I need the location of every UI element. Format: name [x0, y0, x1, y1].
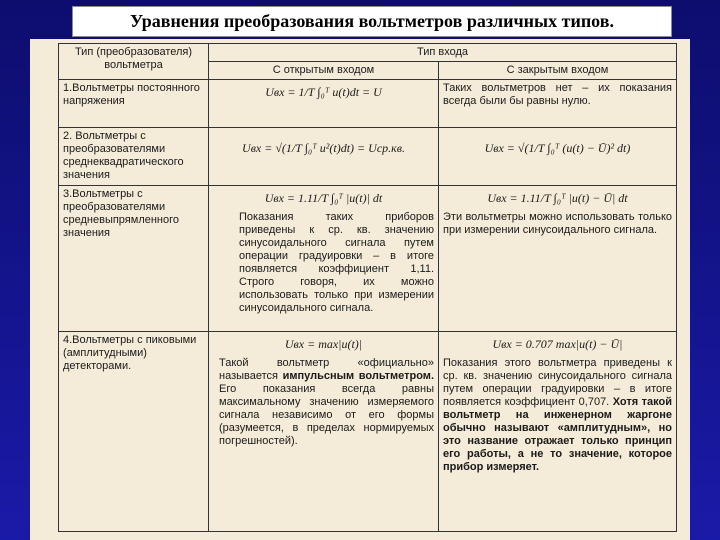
description-bold-text: импульсным вольтметром.	[282, 370, 434, 382]
open-input-cell	[209, 80, 439, 128]
description-text: Его показания всегда равны максимальному значению измеряемого сигнала независимо от его формы (разумеется, в пределах нормируемых погрешностей).	[219, 383, 434, 447]
open-input-cell	[209, 332, 439, 532]
table-row	[59, 80, 677, 128]
formula: Uвх = 1/T ∫₀ᵀ u(t)dt = U	[265, 85, 382, 99]
row-type-label: 1.Вольтметры постоянного напряжения	[59, 80, 209, 128]
row-type-label: 2. Вольтметры с преобразователями среднеквадратического значения	[59, 128, 209, 186]
conversion-equations-table	[58, 43, 677, 532]
header-type-column: Тип (преобразователя) вольтметра	[59, 44, 209, 80]
row-type-label: 3.Вольтметры с преобразователями средневыпрямленного значения	[59, 186, 209, 332]
open-input-cell	[209, 186, 439, 332]
description-text: Показания таких приборов приведены к ср. кв. значению синусоидального сигнала путем операции градуировки – в итоге появляется коэффициент 1,11. Строго говоря, их можно использовать только при измерении синусоидального сигнала.	[239, 211, 434, 314]
open-input-cell	[209, 128, 439, 186]
header-row	[59, 44, 677, 62]
table-row	[59, 128, 677, 186]
formula: Uвх = √(1/T ∫₀ᵀ u²(t)dt) = Uср.кв.	[242, 141, 405, 155]
closed-input-cell	[439, 128, 677, 186]
closed-input-cell	[439, 332, 677, 532]
scanned-table-image	[30, 39, 690, 540]
closed-input-cell	[439, 186, 677, 332]
formula: Uвх = √(1/T ∫₀ᵀ (u(t) − Ū)² dt)	[484, 141, 631, 155]
header-open-input: С открытым входом	[209, 62, 439, 80]
table-row	[59, 332, 677, 532]
formula: Uвх = 1.11/T ∫₀ᵀ |u(t) − Ū| dt	[487, 191, 628, 205]
closed-input-cell: Таких вольтметров нет – их показания всегда были бы равны нулю.	[439, 80, 677, 128]
header-closed-input: С закрытым входом	[439, 62, 677, 80]
table-row	[59, 186, 677, 332]
description-text: Показания этого вольтметра приведены к ср. кв. значению синусоидального сигнала путем операции градуировки – в итоге появляется коэффициент 0,707.	[443, 357, 672, 408]
formula: Uвх = 1.11/T ∫₀ᵀ |u(t)| dt	[264, 191, 383, 205]
description-bold-text: Хотя такой вольтметр на инженерном жаргоне обычно называют «амплитудным», но это название отражает только принцип его работы, а не то значение, которое прибор измеряет.	[443, 396, 672, 473]
description-text: Эти вольтметры можно использовать только при измерении синусоидального сигнала.	[443, 211, 672, 236]
description-text: Такой вольтметр «официально» называется	[219, 357, 434, 382]
formula: Uвх = 0.707 max|u(t) − Ū|	[492, 337, 623, 351]
formula: Uвх = max|u(t)|	[284, 337, 363, 351]
slide-title: Уравнения преобразования вольтметров различных типов.	[72, 6, 672, 37]
row-type-label: 4.Вольтметры с пиковыми (амплитудными) детекторами.	[59, 332, 209, 532]
header-input-type: Тип входа	[209, 44, 677, 62]
